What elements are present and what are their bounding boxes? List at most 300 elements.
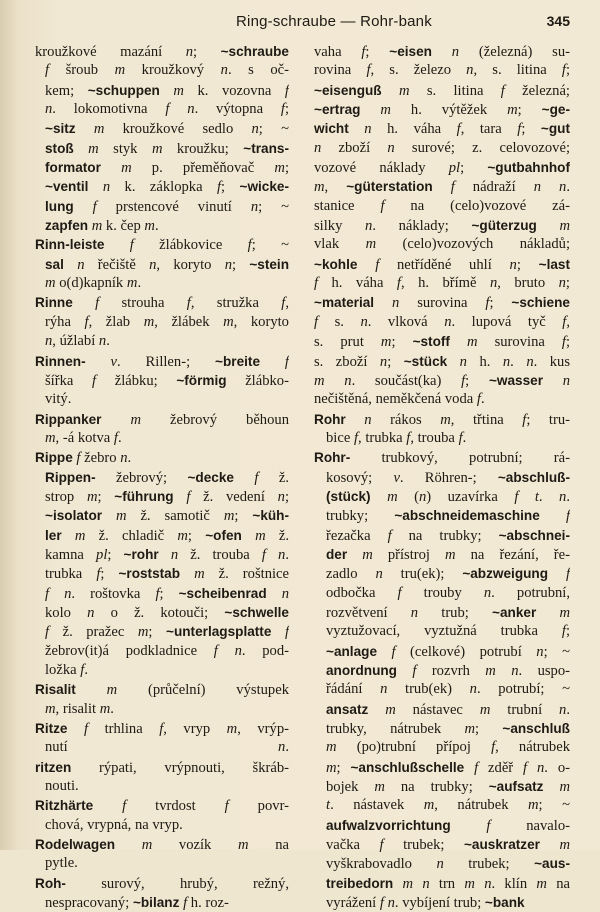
headword: wicht bbox=[314, 121, 349, 137]
dictionary-line bbox=[314, 139, 570, 158]
grammar-abbrev: m bbox=[226, 721, 238, 738]
definition-text: . uspo- bbox=[518, 663, 570, 679]
definition-text: ž. roštnice bbox=[204, 566, 289, 583]
definition-text: k. čep bbox=[102, 218, 145, 235]
grammar-abbrev: m bbox=[106, 682, 118, 699]
definition-text: žebrový běhoun bbox=[141, 411, 289, 428]
definition-text: nádraží bbox=[454, 179, 534, 196]
grammar-abbrev: m bbox=[130, 411, 142, 428]
dictionary-line bbox=[35, 448, 289, 467]
definition-text: trubka bbox=[45, 566, 97, 583]
grammar-abbrev: m bbox=[173, 82, 184, 99]
dictionary-line bbox=[35, 61, 289, 80]
grammar-abbrev: f bbox=[514, 488, 519, 505]
definition-text: ) uzavírka bbox=[426, 488, 515, 505]
grammar-abbrev: f bbox=[76, 450, 81, 467]
dictionary-line bbox=[35, 390, 289, 409]
grammar-abbrev: f bbox=[474, 759, 479, 776]
definition-text: . s oč- bbox=[227, 62, 289, 79]
definition-text: rýpati, vrýpnouti, škráb- bbox=[71, 759, 289, 776]
headword: ~güterzug bbox=[471, 218, 537, 234]
headword: ~gut bbox=[540, 121, 570, 137]
definition-text: navalo- bbox=[490, 817, 570, 834]
definition-text bbox=[548, 566, 566, 582]
headword: ~abzweigung bbox=[462, 566, 549, 582]
dictionary-line bbox=[35, 468, 289, 487]
definition-text: ; bbox=[465, 372, 489, 389]
definition-text: ; bbox=[336, 759, 351, 776]
headword: ~stück bbox=[403, 353, 448, 369]
definition-text: trouby bbox=[401, 584, 484, 601]
definition-text: bice bbox=[326, 429, 354, 446]
grammar-abbrev: m bbox=[177, 527, 188, 544]
definition-text: p. přeměňovač bbox=[131, 160, 275, 177]
grammar-abbrev: f bbox=[522, 411, 527, 428]
definition-text: h. váha bbox=[371, 121, 457, 138]
grammar-abbrev: m bbox=[126, 275, 138, 292]
left-column bbox=[35, 42, 289, 912]
dictionary-line bbox=[314, 584, 570, 603]
definition-text: ; bbox=[284, 160, 289, 177]
definition-text bbox=[105, 237, 130, 253]
grammar-abbrev: f bbox=[406, 429, 411, 446]
definition-text: kroužku; bbox=[162, 140, 244, 157]
headword: ~ertrag bbox=[314, 102, 361, 118]
definition-text bbox=[541, 179, 559, 195]
definition-text: (železná) su- bbox=[459, 44, 570, 60]
definition-text: h. roz- bbox=[187, 895, 229, 912]
definition-text bbox=[360, 102, 380, 118]
definition-text: ž. chladič bbox=[85, 527, 178, 544]
definition-text: , úžlabí bbox=[52, 333, 99, 350]
definition-text: kroužkový bbox=[125, 62, 221, 79]
headword: ~last bbox=[538, 256, 570, 272]
definition-text bbox=[180, 566, 194, 582]
definition-text: trubky; bbox=[326, 508, 395, 525]
dictionary-line bbox=[314, 235, 570, 254]
definition-text: kolo bbox=[45, 604, 88, 621]
definition-text: surovina bbox=[399, 295, 486, 312]
grammar-abbrev: m bbox=[137, 624, 149, 641]
grammar-abbrev: m bbox=[423, 797, 435, 814]
definition-text: , risalit bbox=[55, 700, 100, 717]
definition-text bbox=[115, 837, 142, 853]
headword: ansatz bbox=[326, 701, 369, 717]
grammar-abbrev: pl bbox=[448, 160, 461, 177]
definition-text: ; bbox=[475, 721, 503, 738]
grammar-abbrev: f bbox=[485, 295, 490, 312]
grammar-abbrev: m bbox=[255, 527, 266, 544]
grammar-abbrev: f bbox=[45, 585, 50, 602]
definition-text: ; bbox=[232, 256, 250, 273]
grammar-abbrev: n bbox=[170, 546, 179, 563]
definition-text: vozové náklady bbox=[314, 160, 449, 177]
dictionary-line bbox=[314, 371, 570, 390]
grammar-abbrev: m bbox=[365, 236, 377, 253]
definition-text: h. výtěžek bbox=[390, 102, 508, 119]
definition-text: trubek; bbox=[443, 856, 535, 873]
headword: ~anschluß bbox=[502, 721, 570, 737]
definition-text bbox=[451, 818, 487, 834]
definition-text: přístroj bbox=[372, 546, 446, 563]
definition-text: ; ~ bbox=[258, 198, 289, 215]
grammar-abbrev: f bbox=[113, 429, 118, 446]
grammar-abbrev: m bbox=[467, 334, 478, 351]
definition-text: , -á kotva bbox=[55, 429, 114, 446]
grammar-abbrev: n bbox=[509, 256, 517, 273]
headword: ~roststab bbox=[118, 566, 181, 582]
grammar-abbrev: n bbox=[392, 295, 400, 312]
grammar-abbrev: n bbox=[459, 353, 467, 370]
grammar-abbrev: m bbox=[527, 797, 539, 814]
definition-text: s. litina bbox=[409, 82, 501, 99]
definition-text: nouti. bbox=[45, 778, 79, 795]
grammar-abbrev: f bbox=[284, 624, 289, 641]
headword: Rippen- bbox=[45, 469, 96, 485]
definition-text: ( bbox=[397, 488, 419, 505]
definition-text: ; tru- bbox=[526, 411, 570, 428]
grammar-abbrev: n bbox=[149, 256, 157, 273]
definition-text: chová, vrypná, na vryp. bbox=[45, 816, 183, 833]
dictionary-line bbox=[35, 119, 289, 138]
headword: ~förmig bbox=[176, 372, 227, 388]
definition-text bbox=[62, 528, 75, 544]
definition-text bbox=[432, 44, 452, 60]
grammar-abbrev: n bbox=[364, 121, 372, 138]
grammar-abbrev: f bbox=[391, 643, 396, 660]
definition-text: trn bbox=[429, 875, 465, 892]
definition-text bbox=[543, 373, 563, 389]
definition-text bbox=[64, 257, 77, 273]
headword: ritzen bbox=[35, 759, 72, 775]
definition-text: ; ~ bbox=[258, 121, 289, 138]
definition-text bbox=[464, 760, 474, 776]
grammar-abbrev: f bbox=[353, 429, 359, 446]
definition-text bbox=[382, 83, 399, 99]
definition-text: . náklady; bbox=[372, 218, 472, 235]
dictionary-line bbox=[314, 255, 570, 274]
definition-text: na bbox=[546, 875, 570, 892]
grammar-abbrev: n bbox=[422, 875, 430, 892]
headword: Ritzhärte bbox=[35, 798, 94, 814]
definition-text: . potrubí; ~ bbox=[476, 681, 570, 698]
headword: Rohr- bbox=[314, 450, 351, 466]
grammar-abbrev: n bbox=[98, 333, 107, 350]
dictionary-line bbox=[314, 777, 570, 796]
definition-text: . kus bbox=[533, 353, 570, 370]
grammar-abbrev: f bbox=[213, 642, 218, 659]
definition-text bbox=[218, 643, 235, 659]
dictionary-line bbox=[35, 352, 289, 371]
definition-text bbox=[357, 257, 375, 273]
definition-text: nespracovaný; bbox=[45, 895, 133, 912]
definition-text: prstencové vinutí bbox=[96, 198, 251, 215]
definition-text: řádání bbox=[326, 681, 381, 698]
definition-text: . bbox=[154, 218, 159, 235]
grammar-abbrev: m bbox=[238, 837, 249, 854]
definition-text bbox=[368, 702, 385, 718]
grammar-abbrev: n bbox=[77, 256, 85, 273]
dictionary-line bbox=[35, 874, 289, 893]
definition-text: h. bbox=[466, 353, 503, 370]
grammar-abbrev: f bbox=[45, 62, 50, 79]
definition-text: vitý. bbox=[45, 391, 72, 408]
grammar-abbrev: n bbox=[314, 139, 322, 156]
definition-text: pytle. bbox=[45, 855, 78, 872]
definition-text: . lupová tyč bbox=[451, 313, 563, 330]
grammar-abbrev: f bbox=[458, 429, 463, 446]
definition-text: vlak bbox=[314, 236, 366, 253]
grammar-abbrev: m bbox=[387, 488, 398, 505]
definition-text: ; bbox=[565, 275, 570, 292]
definition-text: , žlábek bbox=[154, 313, 224, 330]
definition-text: . bbox=[285, 546, 289, 563]
grammar-abbrev: n bbox=[451, 44, 460, 60]
definition-text: kroužkové mazání bbox=[35, 44, 186, 60]
definition-text bbox=[349, 121, 365, 137]
definition-text: kosový; bbox=[326, 469, 394, 486]
dictionary-line bbox=[314, 119, 570, 138]
headword: ~schraube bbox=[220, 44, 289, 59]
definition-text: . výtopna bbox=[194, 101, 281, 118]
grammar-abbrev: m bbox=[86, 488, 98, 505]
dictionary-line bbox=[314, 854, 570, 873]
headword: lung bbox=[45, 198, 74, 214]
definition-text: ; bbox=[107, 546, 124, 563]
dictionary-line bbox=[35, 42, 289, 61]
grammar-abbrev: f bbox=[491, 739, 496, 756]
definition-text bbox=[242, 528, 255, 544]
headword: Rippe bbox=[35, 450, 73, 466]
definition-text bbox=[374, 295, 392, 311]
grammar-abbrev: n bbox=[418, 488, 427, 505]
definition-text: , s. železo bbox=[370, 62, 467, 79]
grammar-abbrev: m bbox=[314, 179, 325, 196]
grammar-abbrev: f bbox=[129, 237, 134, 254]
headword: ~stein bbox=[249, 256, 289, 272]
headword: ~eisenguß bbox=[314, 82, 382, 98]
headword: ~anlage bbox=[326, 643, 378, 659]
definition-text bbox=[266, 547, 278, 563]
definition-text: kamna bbox=[45, 546, 97, 563]
headword: ~abschnei- bbox=[498, 527, 570, 543]
running-head: Ring-schraube — Rohr-bank bbox=[236, 13, 432, 30]
definition-text: odbočka bbox=[326, 584, 398, 601]
definition-text: . bbox=[480, 391, 485, 408]
grammar-abbrev: f bbox=[80, 662, 85, 678]
grammar-abbrev: n bbox=[185, 44, 194, 60]
grammar-abbrev: f bbox=[96, 566, 101, 583]
grammar-abbrev: n bbox=[559, 488, 567, 505]
definition-text: ; bbox=[284, 101, 289, 118]
definition-text: na (celo)vozové zá- bbox=[384, 197, 570, 214]
headword: ~scheibenrad bbox=[178, 585, 267, 601]
dictionary-line bbox=[35, 197, 289, 216]
grammar-abbrev: n bbox=[87, 604, 95, 621]
grammar-abbrev: f bbox=[450, 179, 455, 196]
dictionary-line bbox=[35, 526, 289, 545]
grammar-abbrev: n bbox=[220, 62, 228, 79]
dictionary-line bbox=[35, 816, 289, 835]
definition-text bbox=[76, 682, 107, 698]
definition-text: , bruto bbox=[497, 275, 559, 292]
grammar-abbrev: f bbox=[461, 372, 466, 389]
grammar-abbrev: m bbox=[143, 313, 155, 330]
definition-text: s. bbox=[318, 313, 361, 330]
dictionary-line bbox=[314, 410, 570, 429]
definition-text: řečiště bbox=[84, 256, 150, 273]
definition-text: silky bbox=[314, 218, 366, 235]
definition-text: . bbox=[110, 700, 114, 717]
definition-text: žebrov(it)á podkladnice bbox=[45, 642, 214, 659]
headword: ~bank bbox=[484, 895, 525, 911]
grammar-abbrev: n bbox=[379, 353, 388, 370]
headword: ~trans- bbox=[243, 140, 289, 156]
definition-text: o(d)kapník bbox=[55, 275, 127, 292]
definition-text bbox=[102, 508, 116, 524]
grammar-abbrev: n bbox=[278, 739, 286, 756]
grammar-abbrev: f bbox=[92, 198, 97, 215]
definition-text: kem; bbox=[45, 82, 88, 99]
grammar-abbrev: n bbox=[278, 546, 286, 563]
grammar-abbrev: f bbox=[366, 62, 371, 79]
definition-text bbox=[49, 586, 64, 602]
definition-text bbox=[76, 121, 94, 137]
dictionary-line bbox=[314, 796, 570, 815]
grammar-abbrev: m bbox=[362, 546, 373, 563]
definition-text: nástavec bbox=[395, 701, 480, 718]
headword: ler bbox=[45, 527, 62, 543]
dictionary-line bbox=[35, 332, 289, 351]
headword: Ritze bbox=[35, 721, 68, 737]
grammar-abbrev: m bbox=[74, 527, 86, 544]
definition-text: , vrýp- bbox=[237, 721, 289, 738]
headword: aufwalzvorrichtung bbox=[326, 817, 451, 833]
grammar-abbrev: n bbox=[469, 681, 477, 698]
definition-text: . bbox=[566, 488, 570, 505]
headword: Rinn-leiste bbox=[35, 237, 105, 253]
dictionary-line bbox=[314, 468, 570, 487]
dictionary-line bbox=[35, 235, 289, 254]
grammar-abbrev: v bbox=[110, 353, 117, 370]
definition-text: netříděné uhlí bbox=[379, 256, 510, 273]
dictionary-line bbox=[35, 796, 289, 815]
grammar-abbrev: n bbox=[489, 275, 498, 292]
dictionary-line bbox=[35, 758, 289, 777]
definition-text bbox=[413, 876, 422, 892]
grammar-abbrev: n bbox=[344, 372, 352, 389]
grammar-abbrev: f bbox=[284, 82, 289, 99]
headword: ~breite bbox=[215, 353, 261, 369]
grammar-abbrev: f bbox=[523, 759, 528, 776]
grammar-abbrev: n bbox=[360, 313, 368, 330]
headword: ~küh- bbox=[252, 508, 289, 524]
definition-text: . Rillen-; bbox=[116, 353, 216, 370]
definition-text: . vybíjení trub; bbox=[394, 895, 485, 912]
grammar-abbrev: m bbox=[274, 160, 285, 177]
definition-text bbox=[450, 334, 467, 350]
grammar-abbrev: n bbox=[234, 642, 242, 659]
definition-text: s. zboží bbox=[314, 353, 380, 370]
grammar-abbrev: m bbox=[440, 411, 451, 428]
headword: Rohr bbox=[314, 411, 346, 427]
dictionary-line bbox=[35, 642, 289, 661]
grammar-abbrev: m bbox=[479, 701, 491, 718]
grammar-abbrev: m bbox=[223, 508, 235, 525]
definition-text: . bbox=[127, 450, 132, 467]
dictionary-line bbox=[35, 622, 289, 641]
definition-text: ; bbox=[517, 102, 542, 119]
definition-text bbox=[271, 624, 285, 640]
grammar-abbrev: m bbox=[445, 546, 456, 563]
headword: Roh- bbox=[35, 875, 66, 891]
grammar-abbrev: m bbox=[385, 701, 396, 718]
grammar-abbrev: m bbox=[151, 140, 163, 157]
grammar-abbrev: m bbox=[99, 700, 111, 717]
grammar-abbrev: n bbox=[251, 121, 259, 138]
grammar-abbrev: m bbox=[464, 721, 476, 738]
definition-text bbox=[537, 218, 560, 234]
grammar-abbrev: n bbox=[250, 198, 259, 215]
headword: ~material bbox=[314, 295, 375, 311]
headword: Rippanker bbox=[35, 411, 102, 427]
dictionary-line bbox=[314, 390, 570, 409]
definition-text bbox=[101, 412, 130, 428]
grammar-abbrev: f bbox=[122, 798, 127, 815]
grammar-abbrev: f bbox=[280, 101, 285, 118]
grammar-abbrev: f bbox=[261, 546, 266, 563]
definition-text: řezačka bbox=[326, 527, 388, 544]
grammar-abbrev: f bbox=[186, 295, 191, 312]
grammar-abbrev: m bbox=[93, 121, 105, 138]
definition-text bbox=[74, 141, 88, 157]
definition-text: trhlina bbox=[88, 721, 160, 738]
definition-text: . pod- bbox=[241, 642, 289, 659]
grammar-abbrev: f bbox=[379, 895, 384, 912]
grammar-abbrev: n bbox=[64, 585, 72, 602]
grammar-abbrev: m bbox=[45, 429, 56, 446]
definition-text: s. prut bbox=[314, 334, 381, 351]
dictionary-line bbox=[35, 255, 289, 274]
grammar-abbrev: f bbox=[380, 197, 385, 214]
definition-text: (celkové) potrubí bbox=[395, 643, 537, 660]
grammar-abbrev: f bbox=[284, 353, 289, 370]
grammar-abbrev: m bbox=[45, 275, 56, 292]
definition-text: ; bbox=[565, 62, 570, 79]
grammar-abbrev: n bbox=[483, 584, 492, 601]
definition-text: . bbox=[84, 662, 88, 678]
definition-text: . vlková bbox=[367, 313, 445, 330]
grammar-abbrev: m bbox=[559, 779, 570, 796]
definition-text: ; ~ bbox=[538, 797, 570, 814]
dictionary-line bbox=[314, 603, 570, 622]
definition-text bbox=[346, 412, 365, 428]
definition-text: šroub bbox=[49, 62, 115, 79]
grammar-abbrev: f bbox=[387, 527, 392, 544]
headword: ~rohr bbox=[123, 546, 159, 562]
grammar-abbrev: n bbox=[120, 450, 128, 467]
headword: ~abschneidemaschine bbox=[394, 508, 540, 524]
definition-text bbox=[93, 798, 122, 814]
headword: ~schiene bbox=[511, 295, 570, 311]
definition-text: . bbox=[538, 488, 560, 505]
grammar-abbrev: n bbox=[511, 663, 519, 679]
definition-text: vaha bbox=[314, 44, 362, 60]
dictionary-line bbox=[35, 158, 289, 177]
definition-text bbox=[74, 199, 93, 215]
grammar-abbrev: f bbox=[561, 334, 566, 351]
dictionary-line bbox=[314, 874, 570, 893]
